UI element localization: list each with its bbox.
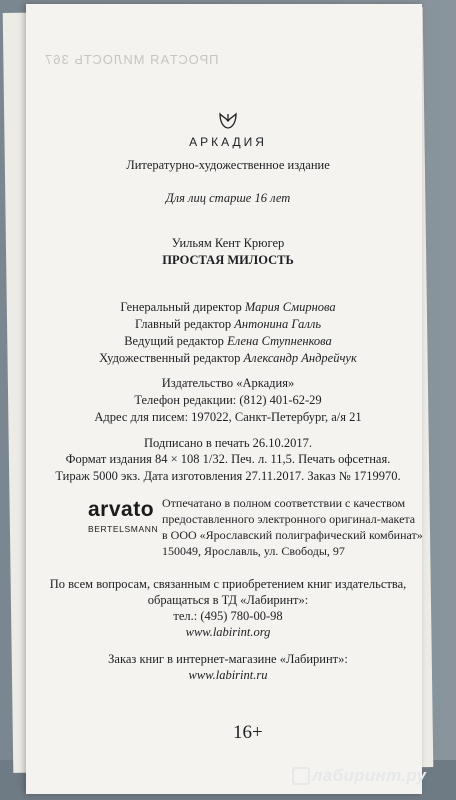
edition-type: Литературно-художественное издание: [126, 158, 330, 172]
book-title: ПРОСТАЯ МИЛОСТЬ: [162, 253, 294, 267]
watermark: лабиринт.ру: [312, 766, 427, 785]
author: Уильям Кент Крюгер: [171, 236, 285, 250]
publisher-address: Адрес для писем: 197022, Санкт-Петербург, а/я 21: [94, 410, 362, 424]
watermark-icon: [292, 767, 310, 785]
contact-site: www.labirint.org: [185, 625, 271, 639]
printer-logo-sub: BERTELSMANN: [88, 524, 159, 534]
staff-line: Ведущий редактор Елена Ступненкова: [124, 334, 332, 348]
tulip-icon: [217, 110, 239, 132]
bleed-through-header: ПРОСТАЯ МИЛОСТЬ 367: [44, 52, 219, 67]
age-note: Для лиц старше 16 лет: [165, 191, 291, 205]
order-site: www.labirint.ru: [188, 668, 268, 682]
printer-logo: arvato: [88, 498, 155, 521]
contact-line: По всем вопросам, связанным с приобретением книг издательства,: [49, 577, 407, 591]
printer-line: Отпечатано в полном соответствии с качеством: [162, 496, 406, 510]
publisher-logo: [0, 110, 456, 137]
publisher-phone: Телефон редакции: (812) 401-62-29: [134, 393, 322, 407]
order-line: Заказ книг в интернет-магазине «Лабиринт»:: [108, 652, 348, 666]
contact-phone: тел.: (495) 780-00-98: [173, 609, 283, 623]
printer-line: 150049, Ярославль, ул. Свободы, 97: [162, 544, 345, 558]
printer-line: в ООО «Ярославский полиграфический комбинат»: [162, 528, 423, 542]
staff-line: Генеральный директор Мария Смирнова: [120, 300, 336, 314]
contact-line: обращаться в ТД «Лабиринт»:: [147, 593, 309, 607]
age-rating: 16+: [233, 722, 263, 743]
staff-line: Главный редактор Антонина Галль: [134, 317, 322, 331]
imprint-run: Тираж 5000 экз. Дата изготовления 27.11.2017. Заказ № 1719970.: [55, 469, 401, 483]
printer-line: предоставленного электронного оригинал-макета: [162, 512, 416, 526]
imprint-signed: Подписано в печать 26.10.2017.: [143, 436, 313, 450]
imprint-format: Формат издания 84 × 108 1/32. Печ. л. 11,5. Печать офсетная.: [65, 452, 391, 466]
publisher-name: Издательство «Аркадия»: [161, 376, 295, 390]
publisher-brand: АРКАДИЯ: [189, 135, 267, 149]
staff-line: Художественный редактор Александр Андрейчук: [99, 351, 357, 365]
